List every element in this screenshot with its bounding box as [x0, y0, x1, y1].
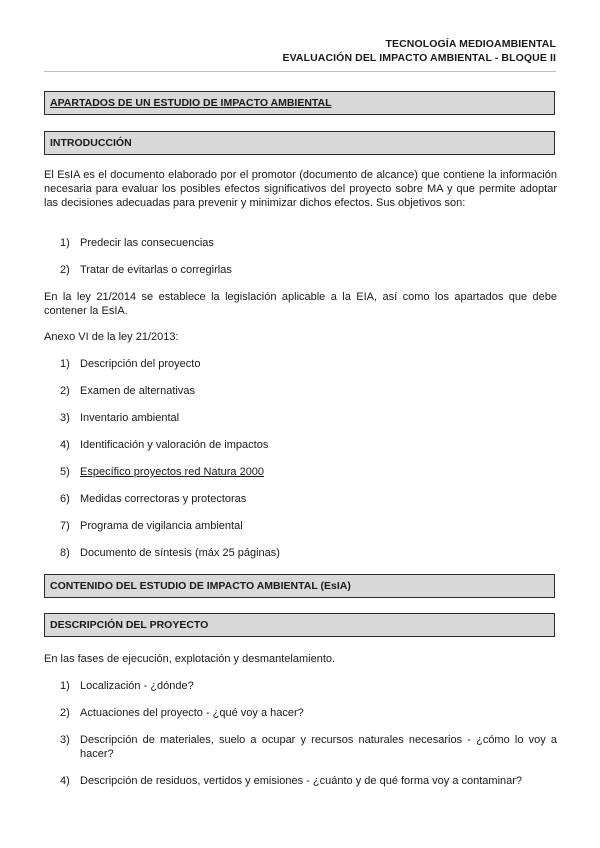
- list-item-text: Localización - ¿dónde?: [80, 680, 194, 692]
- list-item: [60, 465, 557, 479]
- list-item-text: Descripción de materiales, suelo a ocupar y recursos naturales necesarios - ¿cómo lo voy a hacer?: [80, 734, 557, 760]
- list-item: [60, 357, 557, 371]
- list-item-number: 8): [60, 547, 70, 559]
- intro-paragraph: El EsIA es el documento elaborado por el promotor (documento de alcance) que contiene la información necesaria para evaluar los posibles efectos significativos del proyecto sobre MA y que permite adoptar las decisiones adecuadas para prevenir y minimizar dichos efectos. Sus objetivos son:: [44, 169, 557, 209]
- list-item: [60, 733, 557, 761]
- section-heading-descripcion: DESCRIPCIÓN DEL PROYECTO: [44, 613, 555, 637]
- header-block-title: EVALUACIÓN DEL IMPACTO AMBIENTAL - BLOQUE II: [282, 52, 556, 64]
- list-item: [60, 706, 557, 720]
- law-paragraph: En la ley 21/2014 se establece la legislación aplicable a la EIA, así como los apartados que debe contener la EsIA.: [44, 291, 557, 317]
- section-heading-apartados-text: APARTADOS DE UN ESTUDIO DE IMPACTO AMBIENTAL: [50, 97, 332, 109]
- header-course-title: TECNOLOGÍA MEDIOAMBIENTAL: [385, 38, 556, 50]
- list-item-text: Examen de alternativas: [80, 385, 195, 397]
- list-item-text: Documento de síntesis (máx 25 páginas): [80, 547, 280, 559]
- list-item-number: 2): [60, 707, 70, 719]
- list-item: [60, 263, 557, 277]
- list-item-number: 1): [60, 680, 70, 692]
- list-item-text: Descripción de residuos, vertidos y emisiones - ¿cuánto y de qué forma voy a contaminar?: [80, 775, 523, 787]
- list-item-text: Tratar de evitarlas o corregirlas: [80, 264, 232, 276]
- list-item: [60, 774, 557, 788]
- list-item-number: 3): [60, 734, 70, 746]
- section-heading-apartados: [44, 91, 555, 115]
- list-item: [60, 492, 557, 506]
- list-item-number: 1): [60, 358, 70, 370]
- page-header: [282, 37, 556, 65]
- list-item-number: 4): [60, 439, 70, 451]
- list-item: [60, 546, 557, 560]
- list-item-text: Programa de vigilancia ambiental: [80, 520, 243, 532]
- descripcion-paragraph: En las fases de ejecución, explotación y desmantelamiento.: [44, 653, 336, 665]
- annex-label: Anexo VI de la ley 21/2013:: [44, 331, 179, 343]
- list-item-text: Descripción del proyecto: [80, 358, 201, 370]
- list-item-text: Actuaciones del proyecto - ¿qué voy a hacer?: [80, 707, 304, 719]
- list-item-text: Inventario ambiental: [80, 412, 180, 424]
- list-item-number: 7): [60, 520, 70, 532]
- list-item: [60, 438, 557, 452]
- list-item-number: 3): [60, 412, 70, 424]
- list-item-number: 1): [60, 237, 70, 249]
- list-item-number: 6): [60, 493, 70, 505]
- list-item-number: 2): [60, 264, 70, 276]
- list-item: [60, 411, 557, 425]
- list-item-number: 4): [60, 775, 70, 787]
- section-heading-introduccion: INTRODUCCIÓN: [44, 131, 555, 155]
- list-item: [60, 236, 557, 250]
- section-heading-contenido: CONTENIDO DEL ESTUDIO DE IMPACTO AMBIENTAL (EsIA): [44, 574, 555, 598]
- list-item: [60, 679, 557, 693]
- list-item-text: Específico proyectos red Natura 2000: [80, 466, 265, 478]
- list-item-text: Predecir las consecuencias: [80, 237, 214, 249]
- header-divider: [44, 71, 556, 72]
- list-item-text: Identificación y valoración de impactos: [80, 439, 269, 451]
- list-item-text: Medidas correctoras y protectoras: [80, 493, 247, 505]
- list-item-number: 5): [60, 466, 70, 478]
- list-item: [60, 519, 557, 533]
- list-item: [60, 384, 557, 398]
- list-item-number: 2): [60, 385, 70, 397]
